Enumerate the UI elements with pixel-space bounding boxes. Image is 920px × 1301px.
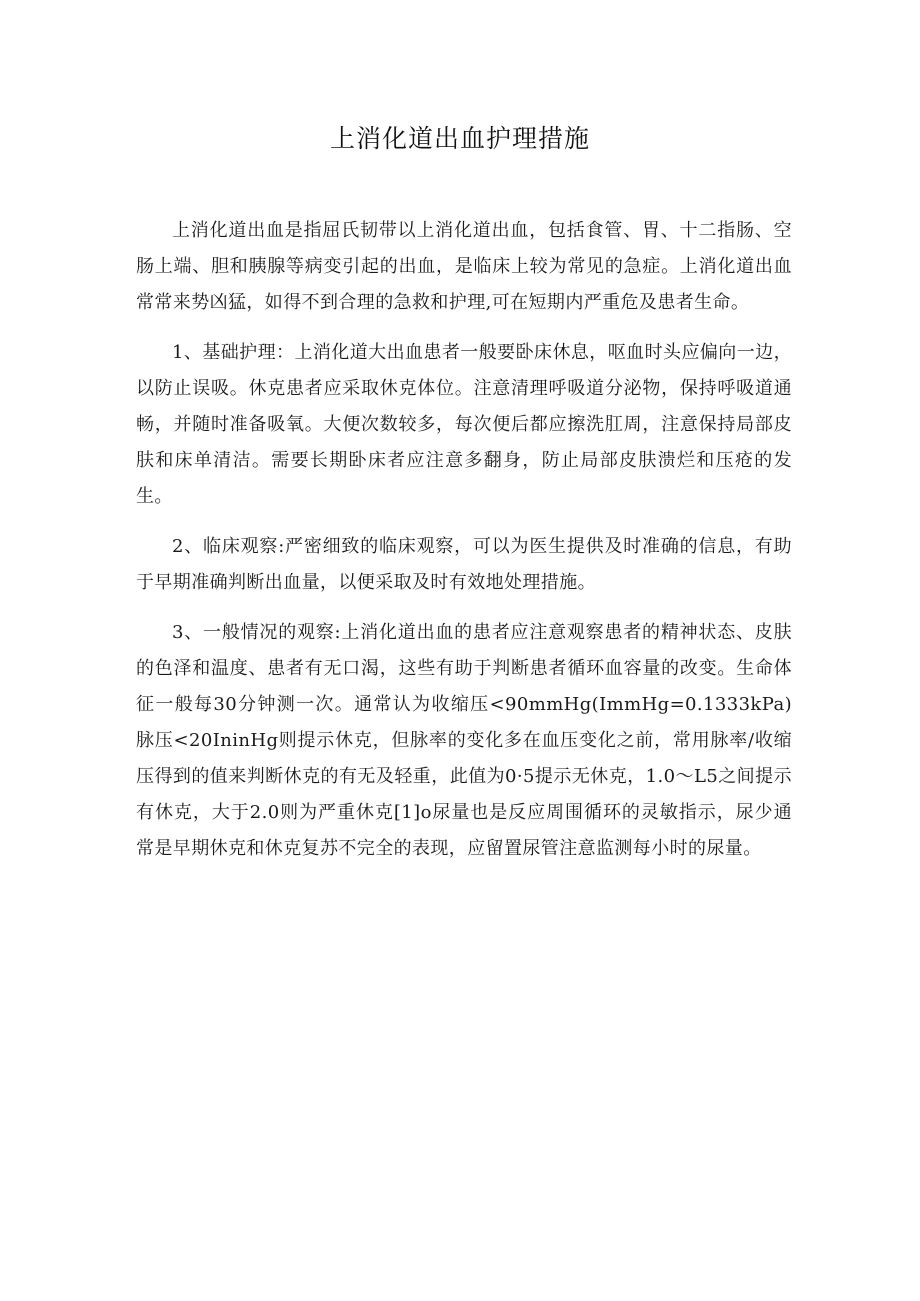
general-condition-paragraph: 3、一般情况的观察:上消化道出血的患者应注意观察患者的精神状态、皮肤的色泽和温度、患者有无口渴，这些有助于判断患者循环血容量的改变。生命体征一般每30分钟测一次。通常认为收缩压<90mmHg(ImmHg=0.1333kPa)脉压<20IninHg则提示休克，但脉率的变化多在血压变化之前，常用脉率/收缩压得到的值来判断休克的有无及轻重，此值为0·5提示无休克，1.0～L5之间提示有休克，大于2.0则为严重休克[1]o尿量也是反应周围循环的灵敏指示，尿少通常是早期休克和休克复苏不完全的表现，应留置尿管注意监测每小时的尿量。 <box>136 622 792 859</box>
document-title: 上消化道出血护理措施 <box>329 124 590 153</box>
clinical-observation-paragraph: 2、临床观察:严密细致的临床观察，可以为医生提供及时准确的信息，有助于早期准确判断出血量，以便采取及时有效地处理措施。 <box>136 536 792 593</box>
document-body <box>136 213 792 867</box>
basic-care-paragraph: 1、基础护理：上消化道大出血患者一般要卧床休息，呕血时头应偏向一边，以防止误吸。休克患者应采取休克体位。注意清理呼吸道分泌物，保持呼吸道通畅，并随时准备吸氧。大便次数较多，每次便后都应擦洗肛周，注意保持局部皮肤和床单清洁。需要长期卧床者应注意多翻身，防止局部皮肤溃烂和压疮的发生。 <box>136 342 792 507</box>
intro-paragraph: 上消化道出血是指屈氏韧带以上消化道出血，包括食管、胃、十二指肠、空肠上端、胆和胰腺等病变引起的出血，是临床上较为常见的急症。上消化道出血常常来势凶猛，如得不到合理的急救和护理,可在短期内严重危及患者生命。 <box>136 220 792 313</box>
